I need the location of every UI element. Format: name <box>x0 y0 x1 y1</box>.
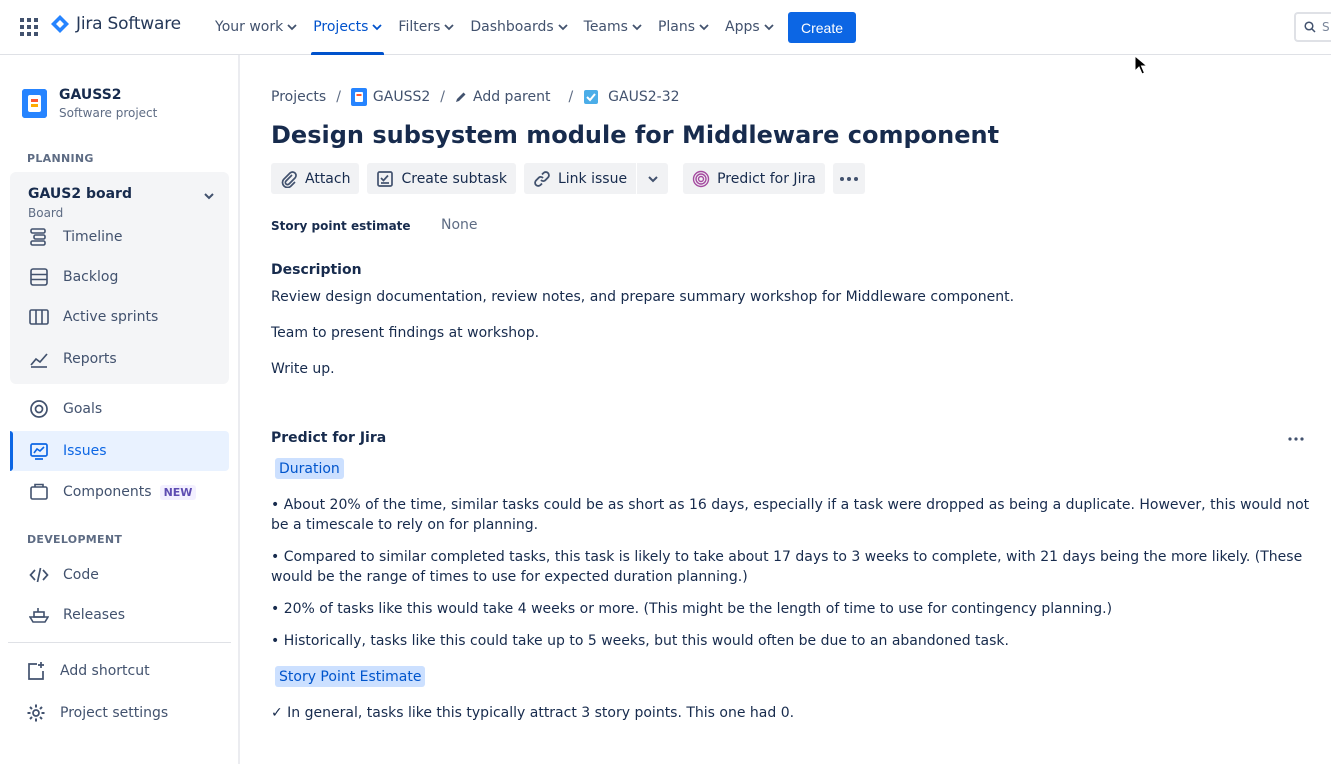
sidebar-item-label: Goals <box>63 401 103 417</box>
story-point-prediction: ✓ In general, tasks like this typically attract 3 story points. This one had 0. <box>271 705 795 721</box>
predict-panel-heading: Predict for Jira <box>271 430 387 446</box>
search-icon <box>1304 21 1316 33</box>
more-dots-icon <box>839 176 859 182</box>
project-avatar-icon <box>351 88 367 106</box>
breadcrumb-separator: / <box>336 89 341 105</box>
chevron-down-icon <box>287 23 297 31</box>
nav-label: Projects <box>313 19 369 35</box>
predict-for-jira-button[interactable] <box>683 163 825 194</box>
link-issue-button-group <box>524 163 668 194</box>
create-subtask-label: Create subtask <box>401 170 507 187</box>
chevron-down-icon <box>647 174 659 184</box>
nav-your-work[interactable] <box>207 0 305 54</box>
nav-plans[interactable] <box>650 0 717 54</box>
description-paragraph[interactable]: Team to present findings at workshop. <box>271 325 540 341</box>
attach-label: Attach <box>305 170 351 187</box>
pencil-icon <box>455 91 467 103</box>
code-icon <box>29 565 49 585</box>
nav-label: Dashboards <box>470 19 554 35</box>
predict-label: Predict for Jira <box>717 170 816 187</box>
story-point-value[interactable]: None <box>441 217 478 233</box>
sidebar-item-label: Project settings <box>60 705 169 721</box>
new-badge: NEW <box>160 485 197 500</box>
nav-dashboards[interactable] <box>462 0 575 54</box>
nav-menu <box>207 0 782 54</box>
sidebar-item-label: Active sprints <box>63 309 159 325</box>
story-point-field <box>271 219 478 233</box>
sidebar-item-components[interactable] <box>10 472 229 512</box>
sidebar-item-label: Add shortcut <box>60 663 150 679</box>
predict-spiral-icon <box>692 170 710 188</box>
chevron-down-icon <box>632 23 642 31</box>
prediction-bullet: • 20% of tasks like this would take 4 weeks or more. (This might be the length of time to use for contingency planning.) <box>271 601 1113 617</box>
project-sidebar <box>0 55 240 764</box>
gear-icon <box>26 703 46 723</box>
issue-toolbar <box>271 163 865 194</box>
backlog-icon <box>29 267 49 287</box>
description-paragraph[interactable]: Review design documentation, review notes, and prepare summary workshop for Middleware component. <box>271 289 1015 305</box>
nav-label: Apps <box>725 19 760 35</box>
chevron-down-icon[interactable] <box>203 191 215 201</box>
board-title[interactable]: GAUS2 board <box>28 186 132 202</box>
nav-label: Plans <box>657 19 696 35</box>
search-input[interactable] <box>1294 12 1331 42</box>
create-subtask-button[interactable] <box>367 163 516 194</box>
project-avatar <box>22 89 47 118</box>
story-point-estimate-tag: Story Point Estimate <box>275 666 425 687</box>
sidebar-item-label: Components <box>63 484 152 500</box>
subtask-icon <box>376 170 394 188</box>
breadcrumb-project[interactable] <box>351 88 430 106</box>
sidebar-item-label: Backlog <box>63 269 119 285</box>
link-icon <box>533 170 551 188</box>
breadcrumb-separator: / <box>440 89 445 105</box>
issues-icon <box>29 441 49 461</box>
sidebar-item-goals[interactable] <box>10 389 229 429</box>
breadcrumb-separator: / <box>568 89 574 105</box>
goal-target-icon <box>29 399 49 419</box>
create-button[interactable]: Create <box>788 12 856 43</box>
nav-label: Your work <box>215 19 284 35</box>
task-checkbox-icon <box>583 89 599 105</box>
selected-indicator <box>10 431 13 471</box>
more-actions-button[interactable] <box>833 163 865 194</box>
description-paragraph[interactable]: Write up. <box>271 361 335 377</box>
project-header[interactable] <box>22 87 157 120</box>
sidebar-item-label: Issues <box>63 443 107 459</box>
sidebar-item-label: Releases <box>63 607 125 623</box>
sidebar-item-code[interactable] <box>10 555 229 595</box>
project-type: Software project <box>59 106 158 120</box>
nav-teams[interactable] <box>576 0 650 54</box>
breadcrumb-project-label: GAUSS2 <box>372 89 431 105</box>
chevron-down-icon <box>699 23 709 31</box>
prediction-bullet: • Compared to similar completed tasks, this task is likely to take about 17 days to 3 weeks to complete, with 21 days being the more likely. (These would be the range of times to use for expected duration planning.) <box>271 549 1303 585</box>
breadcrumb <box>271 88 680 106</box>
search-placeholder: S <box>1322 20 1330 34</box>
sidebar-item-releases[interactable] <box>10 595 229 635</box>
sidebar-item-timeline[interactable] <box>10 217 229 257</box>
breadcrumb-issue-key[interactable] <box>583 89 679 105</box>
issue-key-label: GAUS2-32 <box>608 89 680 105</box>
breadcrumb-projects[interactable]: Projects <box>271 89 327 105</box>
timeline-icon <box>29 227 49 247</box>
add-parent-label: Add parent <box>473 89 551 105</box>
reports-chart-icon <box>29 349 49 369</box>
add-shortcut-icon <box>26 661 46 681</box>
sidebar-item-add-shortcut[interactable] <box>10 651 229 691</box>
sidebar-item-label: Code <box>63 567 99 583</box>
chevron-down-icon <box>372 23 382 31</box>
nav-label: Teams <box>583 19 628 35</box>
prediction-bullet: • About 20% of the time, similar tasks could be as short as 16 days, especially if a task were dropped as being a duplicate. However, this would not be a timescale to rely on for planning. <box>271 497 1310 533</box>
sidebar-item-label: Timeline <box>63 229 123 245</box>
board-columns-icon <box>29 307 49 327</box>
sidebar-item-issues[interactable] <box>10 431 229 471</box>
nav-projects[interactable] <box>305 0 390 54</box>
breadcrumb-add-parent[interactable] <box>455 89 550 105</box>
planning-section-label: PLANNING <box>27 152 94 165</box>
link-issue-dropdown[interactable] <box>636 163 668 194</box>
link-issue-button[interactable] <box>533 163 636 194</box>
jira-logo-icon <box>50 14 70 34</box>
chevron-down-icon <box>764 23 774 31</box>
prediction-bullet: • Historically, tasks like this could take up to 5 weeks, but this would often be due to an abandoned task. <box>271 633 1009 649</box>
sidebar-item-project-settings[interactable] <box>10 693 229 733</box>
sidebar-item-backlog[interactable] <box>10 257 229 297</box>
paperclip-icon <box>280 170 298 188</box>
nav-apps[interactable] <box>717 0 782 54</box>
attach-button[interactable] <box>271 163 359 194</box>
sidebar-item-reports[interactable] <box>10 339 229 379</box>
project-avatar-icon <box>22 89 47 118</box>
chevron-down-icon <box>558 23 568 31</box>
chevron-down-icon <box>444 23 454 31</box>
releases-ship-icon <box>29 605 49 625</box>
jira-logo-text: Jira Software <box>76 14 181 34</box>
development-section-label: DEVELOPMENT <box>27 533 123 546</box>
link-issue-label: Link issue <box>557 170 628 187</box>
description-heading: Description <box>271 262 362 278</box>
board-subtitle: Board <box>28 206 64 220</box>
project-name: GAUSS2 <box>59 87 122 103</box>
story-point-label: Story point estimate <box>271 219 411 233</box>
sidebar-item-active-sprints[interactable] <box>10 297 229 337</box>
jira-logo[interactable] <box>50 14 181 34</box>
issue-title[interactable]: Design subsystem module for Middleware component <box>271 121 1000 149</box>
duration-tag: Duration <box>275 458 344 479</box>
components-box-icon <box>29 482 49 502</box>
top-navigation <box>0 0 1331 55</box>
sidebar-divider <box>8 642 231 643</box>
nav-filters[interactable] <box>390 0 462 54</box>
sidebar-item-label: Reports <box>63 351 117 367</box>
more-dots-icon[interactable] <box>1286 432 1306 446</box>
app-switcher-icon[interactable] <box>20 18 38 36</box>
mouse-cursor-icon <box>1134 55 1148 75</box>
nav-label: Filters <box>398 19 441 35</box>
